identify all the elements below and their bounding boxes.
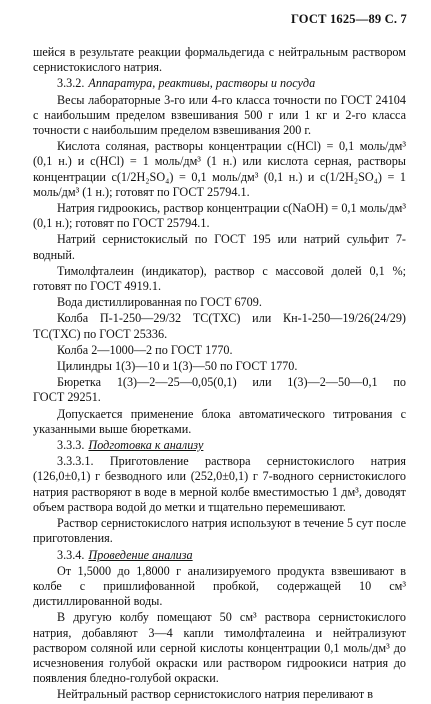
acids-paragraph: Кислота соляная, растворы концентрации c(HCl) = 0,1 моль/дм³ (0,1 н.) и c(HCl) = 1 моль/дм³ (1 н.) или кислота серная, растворы концентрации c(1/2H₂SO₄) = 0,1 моль/дм³ (0,1 н.) и c(1/2H₂SO₄) = 1 моль/дм³ (1 н.); готовят по ГОСТ 25794.1.	[33, 139, 406, 199]
burette-part: или	[252, 375, 272, 390]
cylinders-paragraph: Цилиндры 1(3)—10 и 1(3)—50 по ГОСТ 1770.	[57, 359, 298, 374]
intro-paragraph: шейся в результате реакции формальдегида с нейтральным раствором сернистокислого натрия.	[33, 45, 406, 75]
scales-paragraph: Весы лабораторные 3-го или 4-го класса точности по ГОСТ 24104 с наибольшим пределом взвешивания 500 г или 1 кг и 2-го класса точности с наибольшим пределом взвешивания 200 г.	[33, 92, 406, 138]
section-number: 3.3.2.	[57, 76, 85, 91]
prep1-paragraph: 3.3.3.1. Приготовление раствора сернистокислого натрия (126,0±0,1) г безводного или (252,0±0,1) г 7-водного сернистокислого натрия растворяют в воде в мерной колбе вместимостью 1 дм³, доводят объем раствора водой до метки и тщательно перемешивают.	[33, 454, 406, 514]
analysis1-paragraph: От 1,5000 до 1,8000 г анализируемого продукта взвешивают в колбе с пришлифованной пробкой, содержащей 10 см³ дистиллированной воды.	[33, 563, 406, 609]
burette-part: Бюретка	[57, 375, 102, 390]
burette-line	[33, 375, 406, 390]
section-heading-3-3-3	[33, 438, 406, 453]
prep2-paragraph: Раствор сернистокислого натрия используют в течение 5 сут после приготовления.	[33, 516, 406, 546]
section-title: Проведение анализа	[88, 547, 193, 562]
burette-part: 1(3)—2—50—0,1	[287, 375, 378, 390]
section-heading-3-3-2	[33, 76, 406, 91]
sulfite-paragraph: Натрий сернистокислый по ГОСТ 195 или натрий сульфит 7-водный.	[33, 232, 406, 262]
flask2-paragraph: Колба 2—1000—2 по ГОСТ 1770.	[57, 342, 233, 357]
flask1-paragraph: Колба П-1-250—29/32 ТС(ТХС) или Кн-1-250—19/26(24/29) ТС(ТХС) по ГОСТ 25336.	[33, 311, 406, 341]
page-content	[33, 45, 406, 704]
burette-part: 1(3)—2—25—0,05(0,1)	[116, 375, 237, 390]
section-number: 3.3.3.	[57, 438, 85, 453]
page-header: ГОСТ 1625—89 С. 7	[290, 12, 407, 26]
burette-paragraph	[33, 375, 406, 405]
naoh-paragraph: Натрия гидроокись, раствор концентрации c(NaOH) = 0,1 моль/дм³ (0,1 н.); готовят по ГОСТ 25794.1.	[33, 201, 406, 231]
thymol-paragraph: Тимолфталеин (индикатор), раствор с массовой долей 0,1 %; готовят по ГОСТ 4919.1.	[33, 263, 406, 294]
section-title: Подготовка к анализу	[88, 438, 204, 453]
analysis2-paragraph: В другую колбу помещают 50 см³ раствора сернистокислого натрия, добавляют 3—4 капли тимолфталеина и нейтрализуют раствором соляной или серной кислоты концентрации 0,1 моль/дм³ до исчезновения голубой окраски или раствором гидроокиси натрия до появления бледно-голубой окраски.	[33, 610, 406, 686]
section-title: Аппаратура, реактивы, растворы и посуда	[88, 76, 316, 91]
burette-part: по	[393, 375, 406, 390]
section-number: 3.3.4.	[57, 547, 85, 562]
section-heading-3-3-4	[33, 548, 406, 563]
water-paragraph: Вода дистиллированная по ГОСТ 6709.	[57, 295, 262, 310]
burette-tail: ГОСТ 29251.	[33, 390, 101, 405]
auto-titration-paragraph: Допускается применение блока автоматического титрования с указанными выше бюретками.	[33, 406, 406, 436]
analysis3-paragraph: Нейтральный раствор сернистокислого натрия переливают в	[57, 687, 373, 702]
